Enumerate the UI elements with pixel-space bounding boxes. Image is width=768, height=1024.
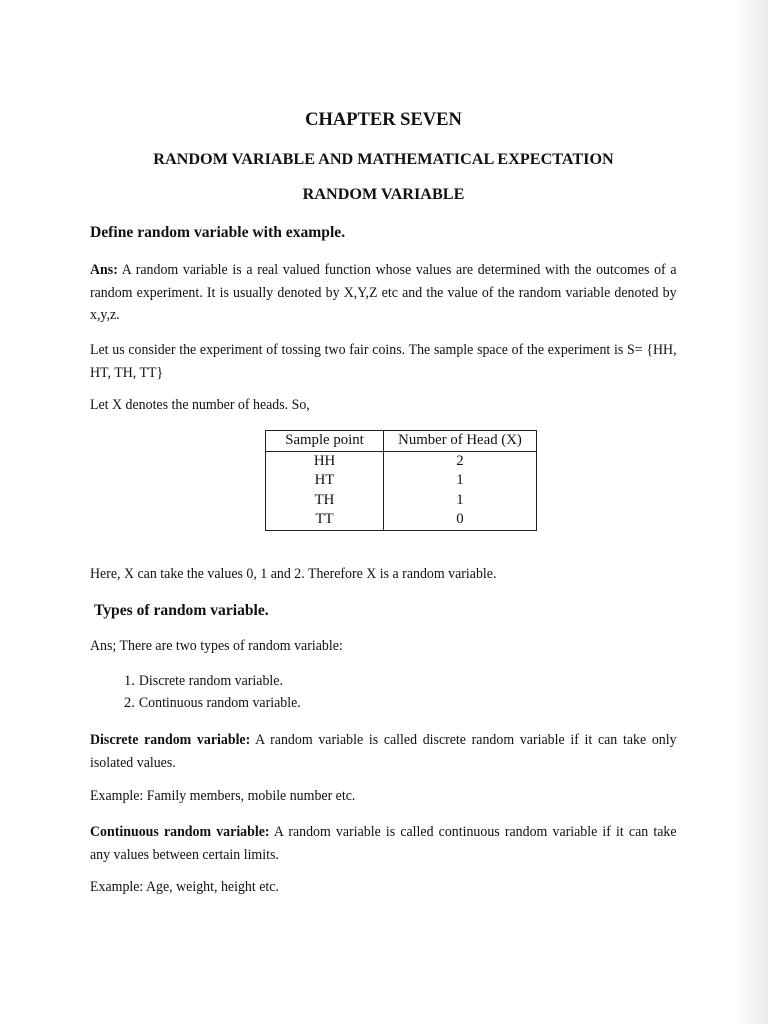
table-header-number-of-head: Number of Head (X): [384, 431, 537, 452]
list-item-number: 1.: [123, 673, 135, 689]
types-intro-line: Ans; There are two types of random variable:: [90, 638, 343, 654]
heads-definition-line: Let X denotes the number of heads. So,: [90, 397, 310, 413]
table-row: [266, 510, 537, 530]
sample-space-table: [265, 430, 537, 531]
document-page: [90, 0, 677, 1024]
page-edge-shadow: [734, 0, 768, 1024]
table-cell: HT: [266, 471, 384, 490]
question-heading-types: Types of random variable.: [94, 602, 269, 619]
table-header-row: [266, 431, 537, 452]
list-item: [90, 670, 311, 692]
table-row: [266, 471, 537, 490]
table-row: [266, 491, 537, 510]
answer-text: A random variable is a real valued function whose values are determined with the outcomes of a random experiment. It is usually denoted by X,Y,Z etc and the value of the random variable denoted by x,y,z.: [90, 262, 677, 324]
list-item-number: 2.: [123, 695, 135, 712]
example-paragraph: Let us consider the experiment of tossing two fair coins. The sample space of the experiment is S= {HH, HT, TH, TT}: [90, 342, 677, 381]
conclusion-line: Here, X can take the values 0, 1 and 2. Therefore X is a random variable.: [90, 566, 497, 582]
table-cell: HH: [266, 452, 384, 472]
table-cell: 2: [384, 452, 537, 472]
table-cell: TH: [266, 491, 384, 510]
table-cell: TT: [266, 510, 384, 530]
table-cell: 1: [384, 491, 537, 510]
continuous-definition-paragraph: [90, 821, 677, 866]
discrete-label: Discrete random variable:: [90, 732, 251, 748]
types-list: [90, 670, 311, 715]
discrete-text: A random variable is called discrete random variable if it can take only isolated values.: [90, 732, 677, 771]
continuous-text: A random variable is called continuous random variable if it can take any values between certain limits.: [90, 824, 677, 863]
list-item-text: Discrete random variable.: [138, 673, 283, 689]
chapter-subtitle: RANDOM VARIABLE AND MATHEMATICAL EXPECTATION: [153, 150, 614, 168]
discrete-example-line: Example: Family members, mobile number etc.: [90, 788, 356, 804]
continuous-example-line: Example: Age, weight, height etc.: [90, 879, 279, 895]
table-header-sample-point: Sample point: [266, 431, 384, 452]
section-title: RANDOM VARIABLE: [302, 185, 465, 203]
chapter-title: CHAPTER SEVEN: [305, 110, 462, 130]
table-cell: 1: [384, 471, 537, 490]
continuous-label: Continuous random variable:: [90, 824, 270, 840]
table-cell: 0: [384, 510, 537, 530]
answer-label: Ans:: [90, 262, 118, 278]
question-heading-define: Define random variable with example.: [90, 224, 346, 241]
discrete-definition-paragraph: [90, 729, 677, 774]
list-item: [90, 692, 311, 714]
list-item-text: Continuous random variable.: [138, 695, 301, 712]
table-row: [266, 452, 537, 472]
answer-paragraph-definition: [90, 259, 677, 327]
